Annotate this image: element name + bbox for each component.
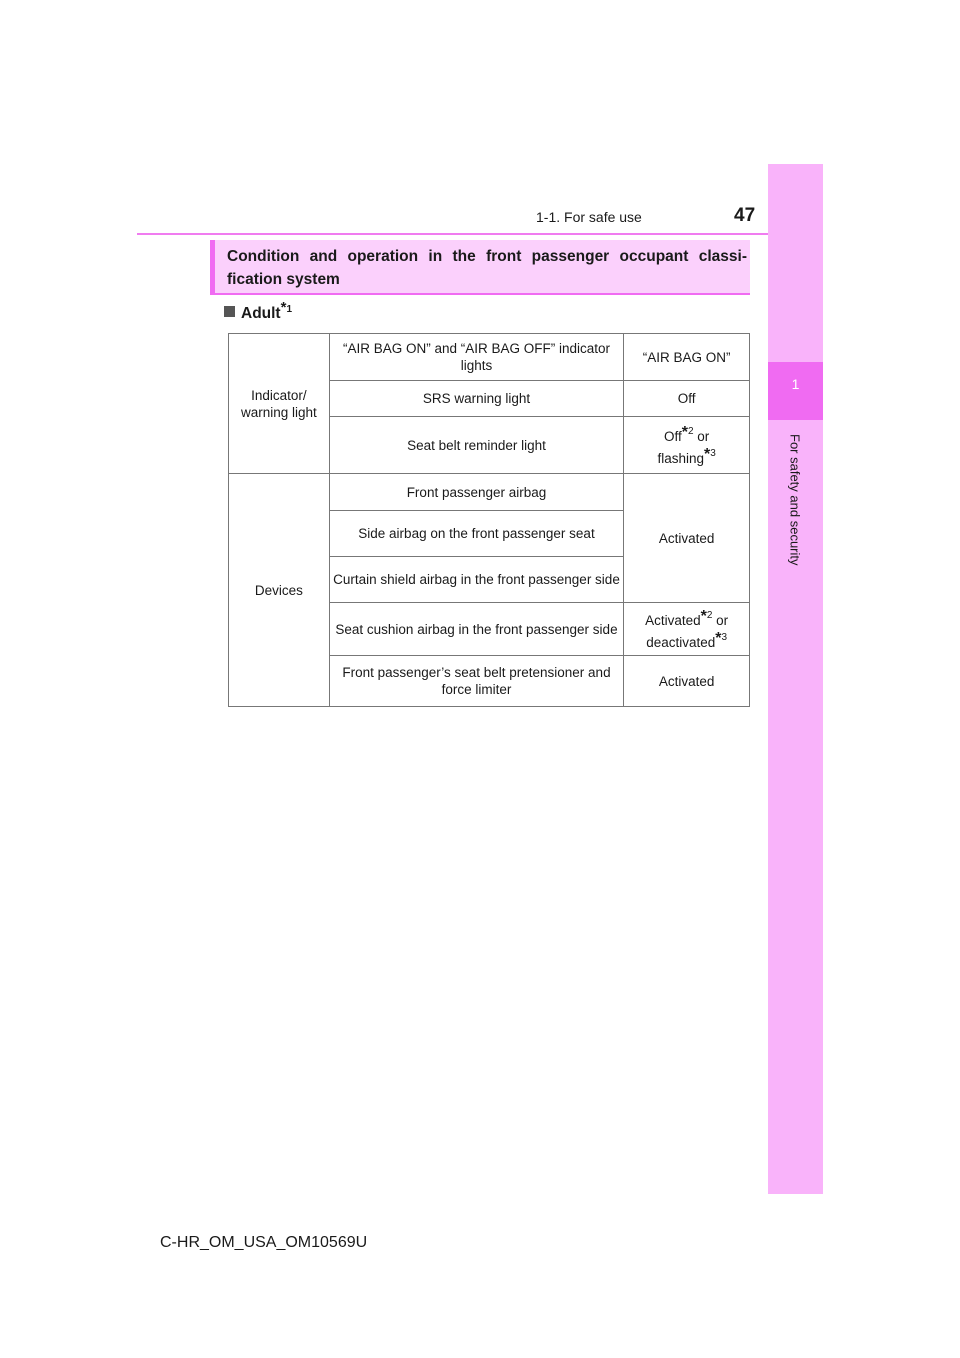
- occupant-classification-table: [228, 333, 750, 707]
- footnote-number: 3: [721, 632, 728, 643]
- square-bullet-icon: [224, 306, 235, 317]
- item-cell: Seat cushion airbag in the front passenger side: [329, 603, 624, 656]
- status-cell: “AIR BAG ON”: [624, 334, 750, 381]
- status-text: Activated: [645, 613, 701, 628]
- item-cell: Side airbag on the front passenger seat: [329, 511, 624, 557]
- status-connector: or: [716, 613, 729, 628]
- status-text: flashing: [657, 451, 704, 466]
- footnote-number: 2: [687, 426, 694, 437]
- section-heading-box: [210, 240, 750, 295]
- footnote-asterisk: *: [700, 608, 707, 625]
- footnote-asterisk: *: [681, 424, 688, 441]
- footnote-asterisk: *: [280, 299, 287, 316]
- page-number: 47: [734, 205, 756, 226]
- item-cell: Seat belt reminder light: [329, 417, 624, 474]
- footnote-asterisk: *: [715, 630, 722, 647]
- table-row: [229, 474, 750, 511]
- item-cell: Front passenger’s seat belt pretensioner and force limiter: [329, 656, 624, 707]
- item-cell: SRS warning light: [329, 381, 624, 417]
- footnote-number: 2: [706, 610, 713, 621]
- chapter-side-tab: [768, 164, 823, 1194]
- item-cell: “AIR BAG ON” and “AIR BAG OFF” indicator lights: [329, 334, 624, 381]
- item-cell: Front passenger airbag: [329, 474, 624, 511]
- subheading-adult: [224, 299, 292, 323]
- section-heading: Condition and operation in the front passenger occupant classi-fication system: [227, 248, 747, 288]
- footnote-number: 1: [286, 303, 293, 315]
- item-cell: Curtain shield airbag in the front passenger side: [329, 557, 624, 603]
- status-text: deactivated: [646, 635, 716, 650]
- chapter-title: For safety and security: [787, 434, 803, 566]
- status-cell: Off: [624, 381, 750, 417]
- status-cell: [624, 417, 750, 474]
- chapter-number: 1: [791, 376, 800, 392]
- footnote-asterisk: *: [704, 446, 711, 463]
- status-cell: [624, 603, 750, 656]
- header-section-title: 1-1. For safe use: [536, 209, 642, 225]
- status-cell: Activated: [624, 474, 750, 603]
- status-cell: Activated: [624, 656, 750, 707]
- header-divider: [137, 233, 823, 235]
- status-connector: or: [697, 429, 710, 444]
- indicator-group-cell: Indicator/ warning light: [229, 334, 330, 474]
- document-code: C-HR_OM_USA_OM10569U: [160, 1234, 368, 1251]
- subheading-label: Adult: [241, 305, 281, 322]
- devices-group-cell: Devices: [229, 474, 330, 707]
- footnote-number: 3: [710, 448, 716, 459]
- status-text: Off: [663, 429, 682, 444]
- table-row: [229, 334, 750, 381]
